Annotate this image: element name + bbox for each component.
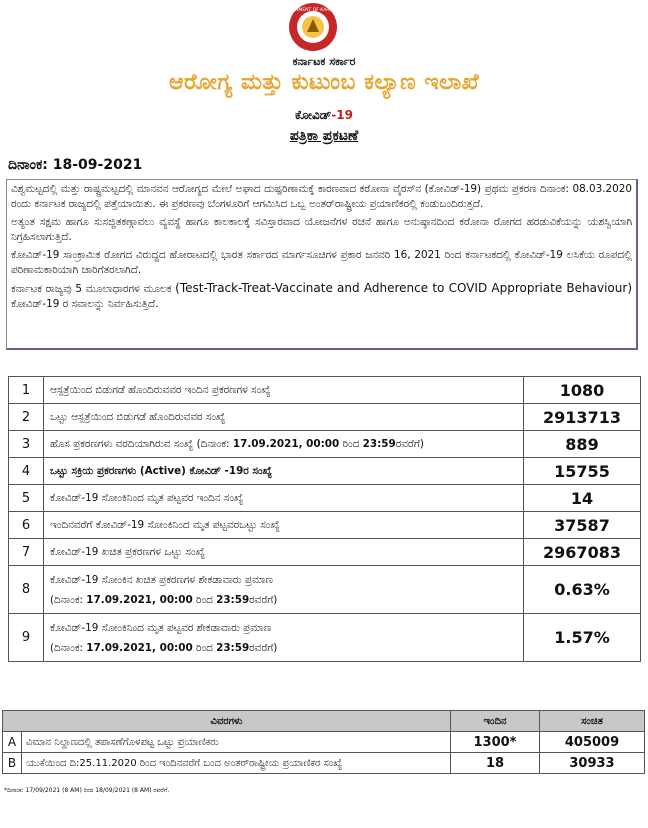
date-value: 18-09-2021 [52,157,143,173]
row-value: 15755 [524,458,641,485]
intro-p4-c: ಕೋವಿಡ್-19 ರ ಸವಾಲನ್ನು ನಿರ್ವಹಿಸುತ್ತಿದೆ. [11,298,159,310]
covid-heading [0,108,648,123]
row-description: ಕೋವಿಡ್-19 ಸೋಂಕಿನಿಂದ ಮೃತ ಪಟ್ಟವರ ಇಂದಿನ ಸಂಖ್ಯೆ [44,485,524,512]
department-title: ಆರೋಗ್ಯ ಮತ್ತು ಕುಟುಂಬ ಕಲ್ಯಾಣ ಇಲಾಖೆ [168,70,480,95]
row-description: ಕೋವಿಡ್-19 ಸೋಂಕಿನ ಖಚಿತ ಪ್ರಕರಣಗಳ ಶೇಕಡಾವಾರು ಪ್ರಮಾಣ (ದಿನಾಂಕ: 17.09.2021, 00:00 ರಿಂದ 23:59ರವರೆಗೆ) [44,566,524,614]
row-cumulative: 30933 [540,753,645,774]
row-letter: A [3,732,22,753]
row-number: 2 [9,404,44,431]
row-today: 18 [451,753,540,774]
intro-p4-a: ಕರ್ನಾಟಕ ರಾಜ್ಯವು 5 ಮೂಲಾಧಾರಗಳ ಮೂಲಕ [11,283,176,295]
row-description: ವಿಮಾನ ನಿಲ್ದಾಣದಲ್ಲಿ ತಪಾಸಣೆಗೊಳಪಟ್ಟ ಒಟ್ಟು ಪ್ರಯಾಣಿಕರು [22,732,451,753]
row-value: 889 [524,431,641,458]
row-number: 6 [9,512,44,539]
table-row [9,512,641,539]
covid-prefix: ಕೋವಿಡ್ [295,108,332,122]
intro-paragraph-2: ಅತ್ಯಂತ ಸಕ್ಷಮ ಹಾಗೂ ಸುಸಜ್ಜಿತಕಣ್ಗಾವಲು ವ್ಯವಸ್ಥೆ ಹಾಗೂ ಕಾಲಕಾಲಕ್ಕೆ ಸವಿಸ್ತಾರವಾದ ಯೋಜನೆಗಳ ರಚನೆ ಹಾಗೂ ಅನುಷ್ಠಾನದಿಂದ ಕರೋನಾ ರೋಗದ ಹರಡುವಿಕೆಯನ್ನು ಯಶಸ್ವಿಯಾಗಿ ನಿಗ್ರಹಿಸಲಾಗುತ್ತಿದೆ. [11,216,632,243]
row-number: 9 [9,614,44,662]
row-description: ಆಸ್ಪತ್ರೆಯಿಂದ ಬಿಡುಗಡೆ ಹೊಂದಿರುವವರ ಇಂದಿನ ಪ್ರಕರಣಗಳ ಸಂಖ್ಯೆ [44,377,524,404]
table-row [9,404,641,431]
table-row [9,614,641,662]
travel-table [2,710,645,774]
row-value: 2913713 [524,404,641,431]
govt-name: ಕರ್ನಾಟಕ ಸರ್ಕಾರ [292,55,356,68]
row-value: 37587 [524,512,641,539]
covid-number: -19 [331,108,353,122]
karnataka-emblem [276,2,350,52]
row-today: 1300* [451,732,540,753]
intro-box [6,179,638,350]
date-label: ದಿನಾಂಕ: [8,157,48,173]
row-letter: B [3,753,22,774]
table-header-row [3,711,645,732]
intro-p4-english: (Test-Track-Treat-Vaccinate and Adherence to COVID Appropriate Behaviour) [175,281,632,295]
row-number: 4 [9,458,44,485]
row-description: ಕೋವಿಡ್-19 ಸೋಂಕಿನಿಂದ ಮೃತ ಪಟ್ಟವರ ಶೇಕಡಾವಾರು ಪ್ರಮಾಣ (ದಿನಾಂಕ: 17.09.2021, 00:00 ರಿಂದ 23:59ರವರೆಗೆ) [44,614,524,662]
table-row [3,732,645,753]
row-description: ಯುಕೆಯಿಂದ ದಿ:25.11.2020 ರಿಂದ ಇಂದಿನವರೆಗೆ ಬಂದ ಅಂತರ್‌ರಾಷ್ಟ್ರೀಯ ಪ್ರಯಾಣಿಕರ ಸಂಖ್ಯೆ [22,753,451,774]
row-value: 1080 [524,377,641,404]
row-number: 3 [9,431,44,458]
table-row [9,458,641,485]
intro-paragraph-3: ಕೋವಿಡ್-19 ಸಾಂಕ್ರಾಮಿಕ ರೋಗದ ವಿರುದ್ಧದ ಹೋರಾಟದಲ್ಲಿ ಭಾರತ ಸರ್ಕಾರದ ಮಾರ್ಗಸೂಚಿಗಳ ಪ್ರಕಾರ ಜನವರಿ 16, 2021 ರಿಂದ ಕರ್ನಾಟಕದಲ್ಲಿ ಕೋವಿಡ್-19 ಲಸಿಕೆಯ ರೂಪದಲ್ಲಿ ಪರಿಣಾಮಕಾರಿಯಾಗಿ ಜಾರಿಗೆತರಲಾಗಿದೆ. [11,249,632,276]
row-value: 2967083 [524,539,641,566]
press-release-heading: ಪತ್ರಿಕಾ ಪ್ರಕಟಣೆ [289,128,359,144]
table-row [9,539,641,566]
row-value: 0.63% [524,566,641,614]
row-description: ಒಟ್ಟು ಸಕ್ರಿಯ ಪ್ರಕರಣಗಳು (Active) ಕೋವಿಡ್ -19ರ ಸಂಖ್ಯೆ [44,458,524,485]
table-row [9,566,641,614]
table-row [9,485,641,512]
row-cumulative: 405009 [540,732,645,753]
row-description: ಕೋವಿಡ್-19 ಖಚಿತ ಪ್ರಕರಣಗಳ ಒಟ್ಟು ಸಂಖ್ಯೆ [44,539,524,566]
table-row [3,753,645,774]
header-today: ಇಂದಿನ [451,711,540,732]
footnote: *ದಿನಾಂಕ: 17/09/2021 (8 AM) ರಿಂದ 18/09/2021 (8 AM) ರವರೆಗೆ. [4,787,170,794]
date-line [8,157,142,173]
row-number: 8 [9,566,44,614]
intro-paragraph-4 [11,281,632,312]
table-row [9,431,641,458]
header-cumulative: ಸಂಚಿತ [540,711,645,732]
row-number: 1 [9,377,44,404]
row-number: 5 [9,485,44,512]
table-row [9,377,641,404]
stats-table [8,376,641,662]
row-description: ಒಟ್ಟು ಆಸ್ಪತ್ರೆಯಿಂದ ಬಿಡುಗಡೆ ಹೊಂದಿರುವವರ ಸಂಖ್ಯೆ [44,404,524,431]
intro-paragraph-1: ವಿಶ್ವಮಟ್ಟದಲ್ಲಿ ಮತ್ತು ರಾಷ್ಟ್ರಮಟ್ಟದಲ್ಲಿ ಮಾನವನ ಆರೋಗ್ಯದ ಮೇಲೆ ಅಘಾದ ದುಷ್ಪರಿಣಾಮಕ್ಕೆ ಕಾರಣವಾದ ಕರೋನಾ ವೈರಸ್‌ನ (ಕೋವಿಡ್-19) ಪ್ರಥಮ ಪ್ರಕರಣ ದಿನಾಂಕ: 08.03.2020 ರಂದು ಕರ್ನಾಟಕ ರಾಜ್ಯದಲ್ಲಿ ಪತ್ತೆಯಾಯಿತು. ಈ ಪ್ರಕರಣವು ಬೆಂಗಳೂರಿಗೆ ಆಗಮಿಸಿದ ಒಬ್ಬ ಅಂತರ್‌ರಾಷ್ಟ್ರೀಯ ಪ್ರಯಾಣಿಕರಲ್ಲಿ ಕಂಡುಬಂದಿರುತ್ತದೆ. [11,183,632,210]
header-details: ವಿವರಗಳು [3,711,451,732]
row-value: 1.57% [524,614,641,662]
row-number: 7 [9,539,44,566]
row-description: ಇಂದಿನವರೆಗೆ ಕೋವಿಡ್-19 ಸೋಂಕಿನಿಂದ ಮೃತ ಪಟ್ಟವರಒಟ್ಟು ಸಂಖ್ಯೆ [44,512,524,539]
row-value: 14 [524,485,641,512]
row-description: ಹೊಸ ಪ್ರಕರಣಗಳು ವರದಿಯಾಗಿರುವ ಸಂಖ್ಯೆ (ದಿನಾಂಕ: 17.09.2021, 00:00 ರಿಂದ 23:59ರವರೆಗೆ) [44,431,524,458]
emblem-text: GOVERNMENT OF KARNATAKA [279,8,347,13]
